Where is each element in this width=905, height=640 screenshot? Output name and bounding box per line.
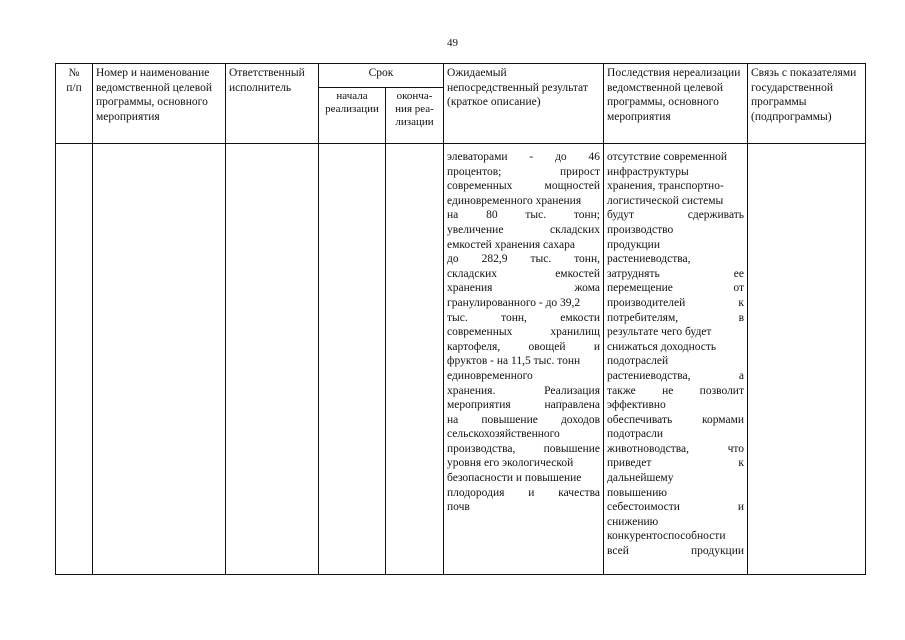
text-line — [607, 150, 744, 165]
text-word: безопасности и повышение — [447, 472, 582, 485]
text-line — [607, 456, 744, 471]
page-number: 49 — [447, 37, 458, 49]
text-word: - — [529, 151, 534, 163]
text-word: растениеводства, — [607, 369, 691, 382]
text-word: мероприятия — [447, 399, 511, 412]
text-word: производителей — [607, 296, 686, 309]
text-line — [607, 544, 744, 559]
text-word: современных — [447, 326, 513, 339]
header-term: Срок — [319, 64, 444, 88]
cell-responsible — [226, 144, 319, 575]
text-word: до — [555, 151, 567, 163]
text-word: сдерживать — [687, 209, 745, 222]
text-word: единовременного — [447, 369, 533, 382]
text-line — [447, 238, 600, 253]
text-word: до — [447, 253, 459, 266]
cell-start — [319, 144, 386, 575]
text-word: повышение — [543, 442, 601, 455]
text-word: снижению — [607, 515, 659, 528]
cell-program-name — [93, 144, 226, 575]
text-word: всей — [607, 545, 629, 558]
text-word: логистической системы — [607, 194, 724, 207]
text-word: картофеля, — [447, 340, 501, 353]
text-word: также — [607, 384, 636, 397]
text-word: результате чего будет — [607, 326, 712, 339]
text-word: обеспечивать — [607, 413, 673, 426]
cell-end — [386, 144, 444, 575]
text-word: тыс. — [447, 311, 468, 324]
text-line — [447, 194, 600, 209]
text-word: животноводства, — [607, 442, 690, 455]
text-line — [447, 500, 600, 515]
header-consequences: Последствия нереализации ведомственной целевой программы, основного мероприятия — [604, 64, 748, 144]
text-line — [607, 223, 744, 238]
text-line — [607, 529, 744, 544]
text-word: к — [738, 296, 745, 309]
text-word: позволит — [699, 384, 744, 397]
text-line — [607, 311, 744, 326]
text-line — [447, 369, 600, 384]
text-line — [447, 223, 600, 238]
text-word: продукции — [691, 545, 745, 558]
text-word: хранения — [447, 282, 493, 295]
text-line — [447, 311, 600, 326]
text-word: себестоимости — [607, 501, 680, 514]
text-word: гранулированного - до 39,2 — [447, 296, 581, 309]
header-number: № п/п — [56, 64, 93, 144]
text-line — [447, 252, 600, 267]
text-word: к — [738, 457, 745, 470]
text-line — [447, 208, 600, 223]
text-word: в — [738, 311, 745, 324]
text-line — [447, 471, 600, 486]
text-line — [607, 500, 744, 515]
text-word: кормами — [701, 413, 745, 426]
text-line — [447, 486, 600, 501]
text-line — [607, 179, 744, 194]
header-indicator-link: Связь с показателями государственной программы (подпрограммы) — [748, 64, 866, 144]
text-line — [607, 354, 744, 369]
text-word: растениеводства, — [607, 253, 691, 266]
text-line — [607, 325, 744, 340]
text-line — [447, 179, 600, 194]
text-word: 46 — [588, 151, 600, 163]
header-responsible: Ответственный исполнитель — [226, 64, 319, 144]
text-word: мощностей — [544, 180, 601, 193]
text-line — [447, 413, 600, 428]
text-word: инфраструктуры — [607, 165, 689, 178]
text-word: тыс. — [525, 209, 547, 222]
text-line — [607, 267, 744, 282]
text-word: единовременного хранения — [447, 194, 582, 207]
text-word: овощей — [528, 340, 566, 353]
text-word: современных — [447, 180, 513, 193]
text-word: элеваторами — [447, 151, 508, 163]
text-line — [447, 325, 600, 340]
text-word: тонн, — [574, 253, 600, 266]
text-word: складских — [550, 223, 601, 236]
cell-expected-result — [444, 144, 604, 575]
text-word: доходов — [560, 413, 601, 426]
text-word: Реализация — [544, 384, 601, 397]
text-word: повышению — [607, 486, 667, 499]
text-line — [607, 413, 744, 428]
header-term-end: оконча-ния реа-лизации — [386, 88, 444, 144]
text-line — [447, 354, 600, 369]
text-word: емкостей — [555, 267, 601, 280]
text-line — [447, 398, 600, 413]
text-word: производство — [607, 223, 674, 236]
text-word: дальнейшему — [607, 472, 674, 485]
text-word: отсутствие современной — [607, 151, 728, 163]
table-row — [56, 144, 866, 575]
text-word: не — [662, 384, 674, 397]
text-word: тонн; — [573, 209, 600, 222]
text-word: плодородия — [447, 486, 505, 499]
text-word: продукции — [607, 238, 660, 251]
text-line — [447, 456, 600, 471]
text-word: на — [447, 209, 459, 222]
text-line — [447, 296, 600, 311]
text-line — [447, 267, 600, 282]
text-word: жома — [574, 282, 601, 295]
header-expected-result: Ожидаемый непосредственный результат (краткое описание) — [444, 64, 604, 144]
text-word: качества — [558, 486, 600, 499]
text-word: что — [727, 442, 745, 455]
text-word: подотрасли — [607, 428, 664, 441]
text-line — [607, 369, 744, 384]
text-word: почв — [447, 501, 470, 514]
text-word: перемещение — [607, 282, 673, 295]
text-word: от — [733, 282, 745, 295]
text-line — [607, 515, 744, 530]
text-word: ее — [733, 267, 745, 280]
text-line — [447, 427, 600, 442]
text-word: затруднять — [607, 267, 660, 280]
text-word: подотраслей — [607, 355, 669, 368]
program-table — [55, 63, 866, 575]
text-word: и — [528, 486, 535, 499]
header-program-name: Номер и наименование ведомственной целевой программы, основного мероприятия — [93, 64, 226, 144]
text-line — [447, 281, 600, 296]
text-line — [447, 384, 600, 399]
text-word: 282,9 — [481, 253, 508, 266]
text-line — [607, 471, 744, 486]
text-word: прирост — [560, 165, 601, 178]
text-word: производства, — [447, 442, 516, 455]
text-word: эффективно — [607, 399, 666, 412]
cell-indicator-link — [748, 144, 866, 575]
text-word: снижаться доходность — [607, 340, 717, 353]
text-line — [607, 208, 744, 223]
text-word: направлена — [544, 399, 601, 412]
text-word: складских — [447, 267, 497, 280]
text-line — [447, 150, 600, 165]
text-line — [607, 384, 744, 399]
cell-consequences — [604, 144, 748, 575]
text-line — [607, 165, 744, 180]
text-line — [447, 442, 600, 457]
text-word: приведет — [607, 457, 652, 470]
text-word: 80 — [486, 209, 498, 222]
text-line — [607, 281, 744, 296]
text-word: емкостей хранения сахара — [447, 238, 575, 251]
text-line — [607, 486, 744, 501]
header-term-start: начала реализации — [319, 88, 386, 144]
text-word: сельскохозяйственного — [447, 428, 560, 441]
text-word: хранения, транспортно- — [607, 180, 724, 193]
text-line — [607, 442, 744, 457]
text-line — [607, 238, 744, 253]
text-word: повышение — [481, 413, 538, 426]
text-word: а — [738, 369, 745, 382]
text-line — [607, 296, 744, 311]
text-word: конкурентоспособности — [607, 530, 726, 543]
text-word: и — [737, 501, 745, 514]
text-word: тонн, — [501, 311, 527, 324]
text-line — [607, 252, 744, 267]
text-line — [447, 165, 600, 180]
text-line — [447, 340, 600, 355]
text-line — [607, 194, 744, 209]
text-word: на — [447, 413, 459, 426]
text-line — [607, 427, 744, 442]
text-word: уровня его экологической — [447, 457, 574, 470]
text-line — [607, 340, 744, 355]
text-word: увеличение — [447, 223, 504, 236]
cell-number — [56, 144, 93, 575]
text-word: фруктов - на 11,5 тыс. тонн — [447, 355, 581, 368]
text-word: потребителям, — [607, 311, 679, 324]
text-word: процентов; — [447, 165, 502, 178]
text-word: хранения. — [447, 384, 496, 397]
text-line — [607, 398, 744, 413]
text-word: хранилищ — [550, 326, 601, 339]
text-word: будут — [607, 209, 635, 222]
text-word: емкости — [560, 311, 600, 324]
text-word: и — [593, 340, 600, 353]
text-word: тыс. — [530, 253, 552, 266]
